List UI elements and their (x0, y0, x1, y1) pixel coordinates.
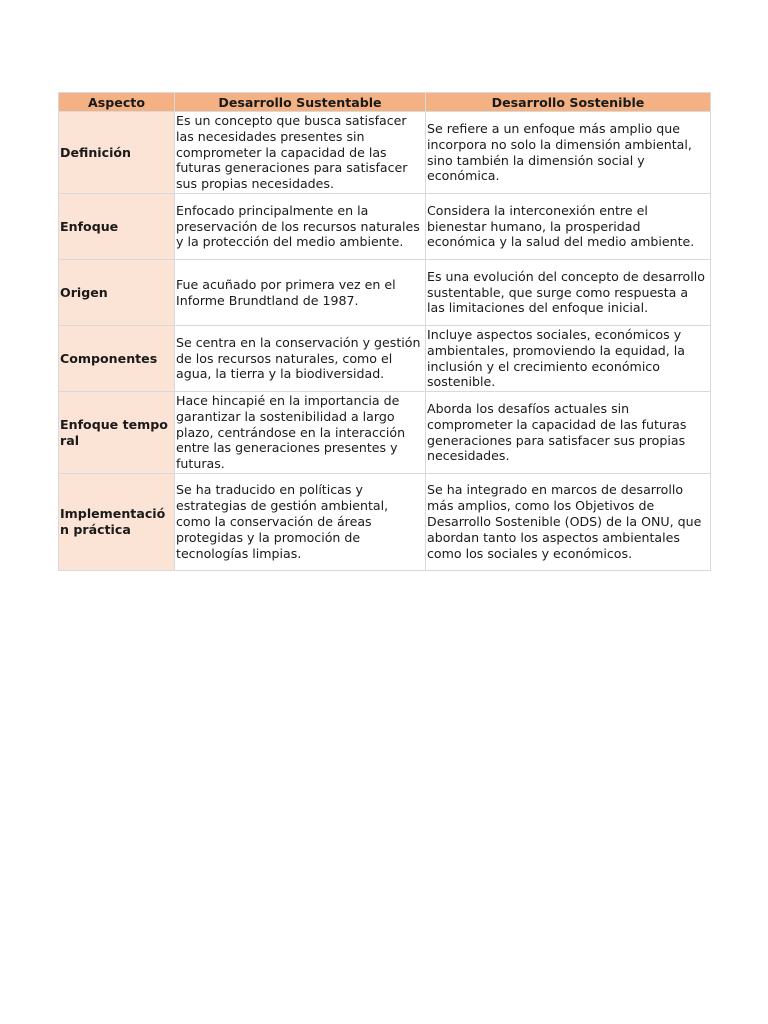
aspect-cell: Enfoque temporal (59, 392, 175, 474)
header-row (59, 93, 711, 112)
sostenible-cell: Es una evolución del concepto de desarrollo sustentable, que surge como respuesta a las limitaciones del enfoque inicial. (426, 260, 711, 326)
sustentable-cell: Fue acuñado por primera vez en el Informe Brundtland de 1987. (175, 260, 426, 326)
sustentable-cell: Hace hincapié en la importancia de garantizar la sostenibilidad a largo plazo, centrándose en la interacción entre las generaciones presentes y futuras. (175, 392, 426, 474)
header-aspecto: Aspecto (59, 93, 175, 112)
table-row (59, 392, 711, 474)
table-header (59, 93, 711, 112)
table-row (59, 474, 711, 571)
aspect-cell: Enfoque (59, 194, 175, 260)
comparison-table-container (58, 92, 710, 571)
sostenible-cell: Se refiere a un enfoque más amplio que incorpora no solo la dimensión ambiental, sino también la dimensión social y económica. (426, 112, 711, 194)
sostenible-cell: Se ha integrado en marcos de desarrollo más amplios, como los Objetivos de Desarrollo Sostenible (ODS) de la ONU, que abordan tanto los aspectos ambientales como los sociales y económicos. (426, 474, 711, 571)
sustentable-cell: Se centra en la conservación y gestión de los recursos naturales, como el agua, la tierra y la biodiversidad. (175, 326, 426, 392)
aspect-cell: Componentes (59, 326, 175, 392)
table-row (59, 194, 711, 260)
sostenible-cell: Incluye aspectos sociales, económicos y ambientales, promoviendo la equidad, la inclusión y el crecimiento económico sostenible. (426, 326, 711, 392)
sustentable-cell: Es un concepto que busca satisfacer las necesidades presentes sin comprometer la capacidad de las futuras generaciones para satisfacer sus propias necesidades. (175, 112, 426, 194)
header-desarrollo-sustentable: Desarrollo Sustentable (175, 93, 426, 112)
aspect-cell: Origen (59, 260, 175, 326)
aspect-cell: Implementación práctica (59, 474, 175, 571)
table-row (59, 112, 711, 194)
sostenible-cell: Considera la interconexión entre el bienestar humano, la prosperidad económica y la salud del medio ambiente. (426, 194, 711, 260)
aspect-cell: Definición (59, 112, 175, 194)
table-body (59, 112, 711, 571)
table-row (59, 260, 711, 326)
sustentable-cell: Enfocado principalmente en la preservación de los recursos naturales y la protección del medio ambiente. (175, 194, 426, 260)
table-row (59, 326, 711, 392)
sustentable-cell: Se ha traducido en políticas y estrategias de gestión ambiental, como la conservación de áreas protegidas y la promoción de tecnologías limpias. (175, 474, 426, 571)
header-desarrollo-sostenible: Desarrollo Sostenible (426, 93, 711, 112)
comparison-table (58, 92, 711, 571)
sostenible-cell: Aborda los desafíos actuales sin comprometer la capacidad de las futuras generaciones para satisfacer sus propias necesidades. (426, 392, 711, 474)
